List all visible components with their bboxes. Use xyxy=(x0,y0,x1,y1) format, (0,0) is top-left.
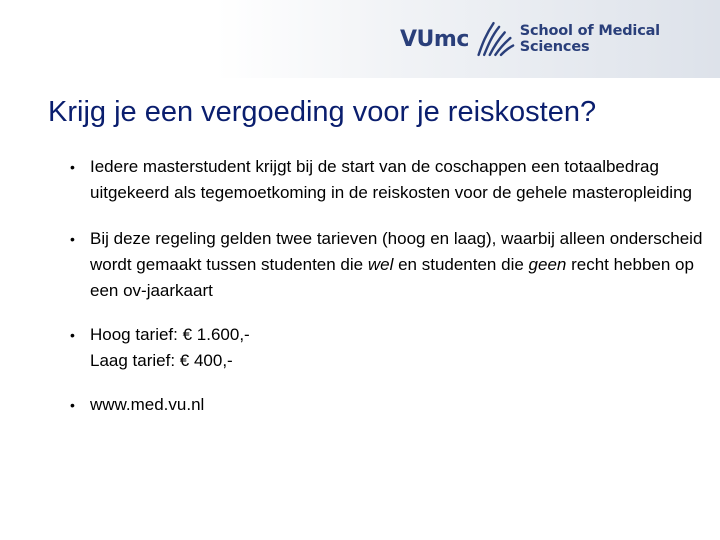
logo xyxy=(400,14,720,64)
website-link[interactable]: www.med.vu.nl xyxy=(90,395,205,414)
bullet-item xyxy=(70,392,710,418)
bullet-text: en studenten die xyxy=(393,255,529,274)
bullet-item xyxy=(70,322,710,374)
school-name: School of Medical Sciences xyxy=(519,23,660,55)
vumc-swoosh-icon xyxy=(473,16,516,62)
bullet-emphasis: geen xyxy=(528,255,567,274)
bullet-list xyxy=(70,154,710,418)
vumc-logo-text: VUmc xyxy=(400,26,469,52)
bullet-text: Iedere masterstudent krijgt bij de start van de coschappen een totaalbedrag uitgekeerd als tegemoetkoming in de reiskosten voor de gehele masteropleiding xyxy=(90,157,692,202)
bullet-item xyxy=(70,154,710,206)
bullet-emphasis: wel xyxy=(367,255,394,274)
tariff-low: Laag tarief: € 400,- xyxy=(90,351,233,370)
bullet-text: recht hebben op een ov-jaarkaart xyxy=(90,255,694,300)
slide-title: Krijg je een vergoeding voor je reiskosten? xyxy=(48,96,597,128)
tariff-high: Hoog tarief: € 1.600,- xyxy=(90,325,250,344)
bullet-text: Bij deze regeling gelden twee tarieven (hoog en laag), waarbij alleen onderscheid wordt gemaakt tussen studenten die xyxy=(90,229,703,274)
bullet-item xyxy=(70,226,710,304)
